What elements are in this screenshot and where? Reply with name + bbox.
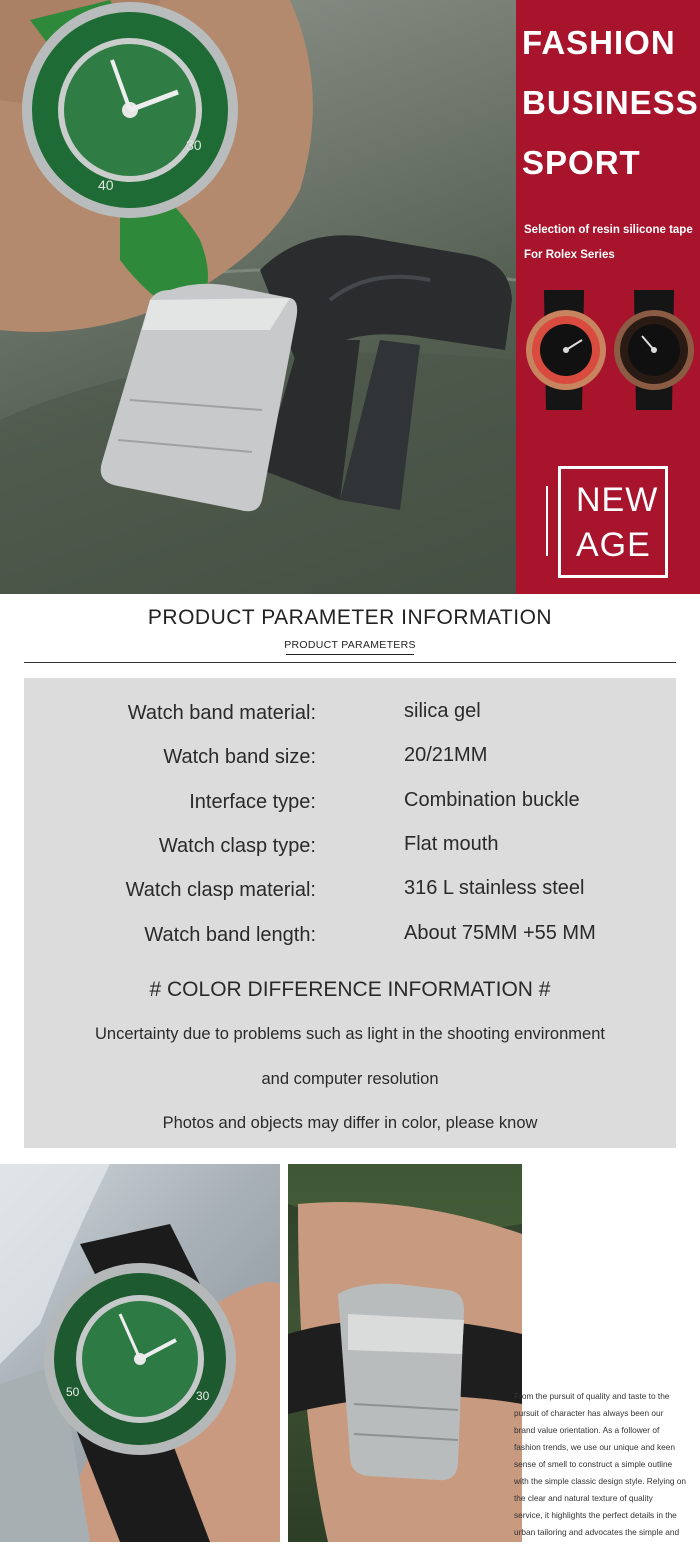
parameter-section-title: PRODUCT PARAMETER INFORMATION bbox=[147, 606, 553, 629]
new-age-line1: NEW bbox=[576, 481, 659, 519]
brand-description-line: sense of smell to construct a simple outline bbox=[514, 1459, 673, 1469]
param-value-band-material: silica gel bbox=[404, 700, 481, 722]
hero-banner bbox=[0, 0, 700, 594]
svg-text:30: 30 bbox=[196, 1389, 210, 1403]
param-label-band-size: Watch band size: bbox=[163, 746, 316, 768]
svg-text:50: 50 bbox=[66, 1385, 80, 1399]
section-divider bbox=[24, 662, 676, 663]
watch-strap-illustration bbox=[0, 0, 516, 594]
param-value-interface-type: Combination buckle bbox=[404, 789, 580, 811]
color-note-line3: Photos and objects may differ in color, please know bbox=[162, 1114, 538, 1132]
brand-description-line: service, it highlights the perfect details in the bbox=[514, 1510, 677, 1520]
green-watch-illustration bbox=[0, 1164, 280, 1542]
new-age-accent-bar bbox=[546, 486, 548, 556]
parameter-section-subtitle: PRODUCT PARAMETERS bbox=[284, 639, 416, 651]
wrist-photo-green-watch bbox=[0, 1164, 280, 1542]
brand-description-line: brand value orientation. As a follower of bbox=[514, 1425, 660, 1435]
param-label-band-length: Watch band length: bbox=[144, 924, 316, 946]
param-value-band-size: 20/21MM bbox=[404, 744, 488, 766]
svg-text:30: 30 bbox=[186, 137, 202, 153]
wrist-photo-clasp bbox=[288, 1164, 522, 1542]
brand-description-line: urban tailoring and advocates the simple and bbox=[514, 1527, 680, 1537]
param-value-clasp-material: 316 L stainless steel bbox=[404, 877, 585, 899]
clasp-illustration bbox=[288, 1164, 522, 1542]
headline-sport: SPORT bbox=[522, 144, 641, 181]
color-note-line2: and computer resolution bbox=[261, 1070, 439, 1088]
new-age-line2: AGE bbox=[576, 526, 651, 564]
brand-description-line: From the pursuit of quality and taste to the bbox=[514, 1391, 670, 1401]
subtitle-underline bbox=[286, 654, 414, 655]
param-label-clasp-material: Watch clasp material: bbox=[125, 879, 316, 901]
brand-description-line: pursuit of character has always been our bbox=[514, 1408, 664, 1418]
param-label-band-material: Watch band material: bbox=[127, 702, 316, 724]
hero-product-photo bbox=[0, 0, 516, 594]
featured-watches-image bbox=[524, 290, 700, 410]
svg-text:40: 40 bbox=[98, 177, 114, 193]
headline-fashion: FASHION bbox=[522, 24, 676, 61]
hero-subtitle-line1: Selection of resin silicone tape bbox=[524, 224, 693, 236]
headline-business: BUSINESS bbox=[522, 84, 699, 121]
color-note-line1: Uncertainty due to problems such as light in the shooting environment bbox=[95, 1025, 605, 1043]
brand-description-line: the clear and natural texture of quality bbox=[514, 1493, 653, 1503]
hero-red-panel bbox=[516, 0, 700, 594]
hero-subtitle-line2: For Rolex Series bbox=[524, 249, 615, 261]
brand-description-text bbox=[514, 1388, 700, 1541]
brand-description-line: fashion trends, we use our unique and keen bbox=[514, 1442, 675, 1452]
param-value-clasp-type: Flat mouth bbox=[404, 833, 499, 855]
color-difference-title: # COLOR DIFFERENCE INFORMATION # bbox=[149, 978, 551, 1001]
brand-description-line: with the simple classic design style. Relying on bbox=[514, 1476, 687, 1486]
param-label-interface-type: Interface type: bbox=[189, 791, 316, 813]
param-label-clasp-type: Watch clasp type: bbox=[158, 835, 316, 857]
param-value-band-length: About 75MM +55 MM bbox=[404, 922, 596, 944]
